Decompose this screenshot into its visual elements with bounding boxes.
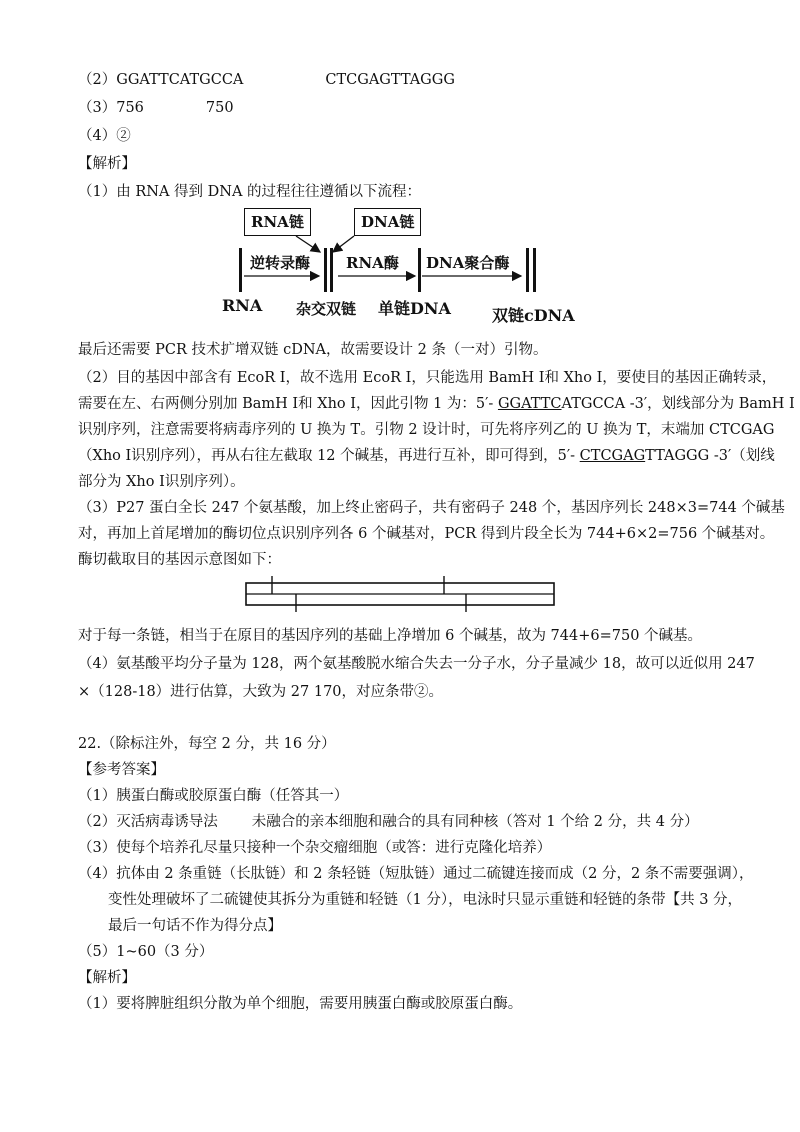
analysis-p1: （1）由 RNA 得到 DNA 的过程往往遵循以下流程：	[78, 184, 422, 200]
p2-line4-b: TTAGGG -3′（划线	[645, 448, 775, 464]
p2-line4-a: （Xho I识别序列），再从右往左截取 12 个碱基，再进行互补，即可得到，5′-	[78, 448, 580, 464]
xhoi-site: CTCGAG	[579, 448, 646, 464]
q22-answer-4-line3: 最后一句话不作为得分点】	[108, 918, 282, 934]
label-single-strand: 单链DNA	[378, 299, 451, 318]
q22-answer-4-line1: （4）抗体由 2 条重链（长肽链）和 2 条轻链（短肽链）通过二硫键连接而成（2 分，2 条不需要强调），	[78, 866, 754, 882]
q22-answer-2-left: （2）灭活病毒诱导法	[78, 814, 218, 830]
q22-answer-3: （3）使每个培养孔尽量只接种一个杂交瘤细胞（或答：进行克隆化培养）	[78, 840, 552, 856]
p2-line1: （2）目的基因中部含有 EcoR I，故不选用 EcoR I，只能选用 BamH I和 Xho I，要使目的基因正确转录，	[78, 370, 777, 386]
label-hybrid: 杂交双链	[296, 300, 357, 318]
bamhi-site: GGATTC	[497, 396, 562, 412]
q22-ref-heading: 【参考答案】	[78, 762, 165, 778]
label-double-strand: 双链cDNA	[492, 306, 575, 325]
p3-line3: 酶切截取目的基因示意图如下：	[78, 552, 281, 568]
q22-title: 22.（除标注外，每空 2 分，共 16 分）	[78, 736, 336, 752]
p2-line3: 识别序列，注意需要将病毒序列的 U 换为 T。引物 2 设计时，可先将序列乙的 U 换为 T，末端加 CTCGAG	[78, 422, 775, 438]
primer-1: GGATTCATGCCA	[116, 72, 244, 88]
primer-2: CTCGAGTTAGGG	[325, 72, 455, 88]
analysis-heading: 【解析】	[78, 156, 136, 172]
p3-line2: 对，再加上首尾增加的酶切位点识别序列各 6 个碱基对，PCR 得到片段全长为 744+6×2=756 个碱基对。	[78, 526, 775, 542]
box-dna-chain: DNA链	[354, 208, 421, 236]
q22-analysis-1: （1）要将脾脏组织分散为单个细胞，需要用胰蛋白酶或胶原蛋白酶。	[78, 996, 523, 1012]
step-reverse-transcriptase: 逆转录酶	[250, 254, 311, 272]
analysis-p1b: 最后还需要 PCR 技术扩增双链 cDNA，故需要设计 2 条（一对）引物。	[78, 342, 548, 358]
p2-line5: 部分为 Xho I识别序列）。	[78, 474, 245, 490]
p3-line1: （3）P27 蛋白全长 247 个氨基酸，加上终止密码子，共有密码子 248 个，基因序列长 248×3=744 个碱基	[78, 500, 785, 516]
step-dna-polymerase: DNA聚合酶	[426, 254, 510, 272]
p2-line2-a: 需要在左、右两侧分别加 BamH I和 Xho I，因此引物 1 为：5′-	[78, 396, 498, 412]
box-rna-chain: RNA链	[244, 208, 311, 236]
q22-answer-2	[78, 812, 699, 832]
answer-3-value-1: 756	[116, 100, 144, 116]
p3-line4: 对于每一条链，相当于在原目的基因序列的基础上净增加 6 个碱基，故为 744+6=750 个碱基。	[78, 628, 703, 644]
p4-line2: ×（128-18）进行估算，大致为 27 170，对应条带②。	[78, 684, 444, 700]
p4-line1: （4）氨基酸平均分子量为 128，两个氨基酸脱水缩合失去一分子水，分子量减少 18，故可以近似用 247	[78, 656, 755, 672]
answer-3-value-2: 750	[205, 100, 234, 116]
q22-answer-1: （1）胰蛋白酶或胶原蛋白酶（任答其一）	[78, 788, 349, 804]
answer-4: （4）②	[78, 128, 131, 144]
label-rna: RNA	[222, 296, 263, 315]
answer-3-label: （3）	[78, 100, 117, 116]
q22-answer-2-right: 未融合的亲本细胞和融合的具有同种核（答对 1 个给 2 分，共 4 分）	[251, 814, 699, 830]
q22-analysis-heading: 【解析】	[78, 970, 136, 986]
step-rnase: RNA酶	[346, 254, 399, 272]
p2-line2-b: ATGCCA -3′，划线部分为 BamH I	[561, 396, 795, 412]
answer-2-label: （2）	[78, 72, 117, 88]
q22-answer-4-line2: 变性处理破坏了二硫键使其拆分为重链和轻链（1 分），电泳时只显示重链和轻链的条带【共 3 分，	[108, 892, 743, 908]
q22-answer-5: （5）1~60（3 分）	[78, 944, 214, 960]
